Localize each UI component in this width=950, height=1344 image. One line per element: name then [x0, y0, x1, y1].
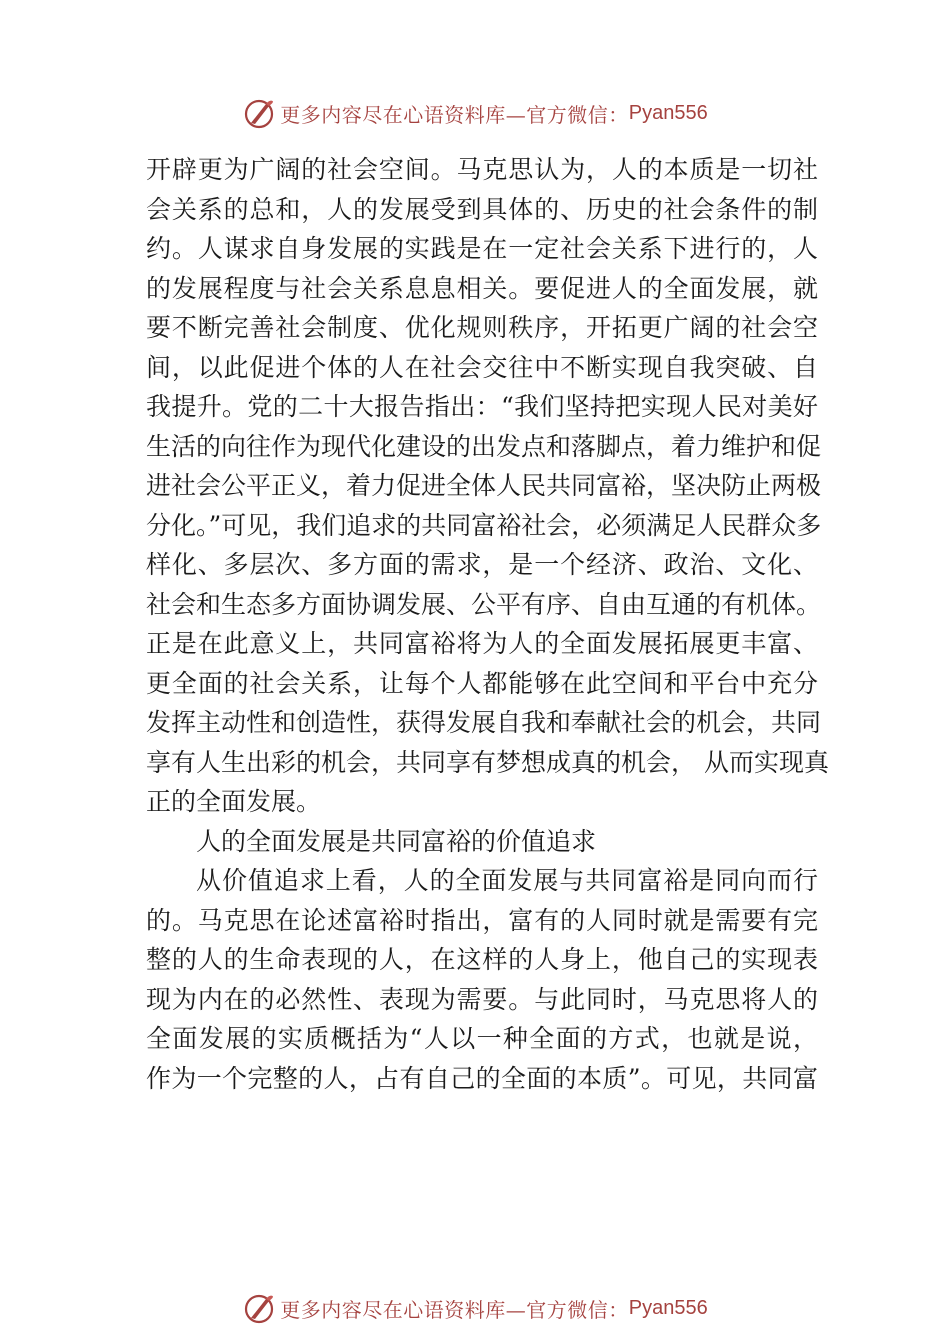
text-line: 分化。”可见，我们追求的共同富裕社会，必须满足人民群众多	[146, 510, 822, 540]
header-banner-text: 更多内容尽在心语资料库—官方微信：	[280, 102, 629, 127]
text-line: 的发展程度与社会关系息息相关。要促进人的全面发展，就	[146, 273, 818, 303]
text-line: 样化、多层次、多方面的需求，是一个经济、政治、文化、	[146, 550, 818, 579]
section-heading: 人的全面发展是共同富裕的价值追求	[196, 826, 597, 856]
header-wechat-id: Pyan556	[628, 101, 708, 124]
paragraph-1	[146, 150, 829, 822]
text-line: 作为一个完整的人，占有自己的全面的本质”。可见，共同富	[146, 1063, 818, 1093]
footer-wechat-id: Pyan556	[628, 1296, 708, 1319]
text-line: 会关系的总和，人的发展受到具体的、历史的社会条件的制	[146, 194, 818, 224]
text-line: 现为内在的必然性、表现为需要。与此同时，马克思将人的	[146, 984, 818, 1014]
text-line: 约。人谋求自身发展的实践是在一定社会关系下进行的，人	[146, 234, 818, 263]
text-line: 生活的向往作为现代化建设的出发点和落脚点，着力维护和促	[146, 431, 822, 461]
text-line: 进社会公平正义，着力促进全体人民共同富裕，坚决防止两极	[146, 471, 822, 500]
footer-banner-text: 更多内容尽在心语资料库—官方微信：	[280, 1297, 629, 1322]
text-line: 从价值追求上看，人的全面发展与共同富裕是同向而行	[196, 866, 818, 895]
text-line: 的。马克思在论述富裕时指出，富有的人同时就是需要有完	[146, 905, 818, 935]
quill-pen-circle-icon	[242, 96, 276, 130]
text-line: 整的人的生命表现的人，在这样的人身上，他自己的实现表	[146, 945, 818, 974]
text-line: 更全面的社会关系，让每个人都能够在此空间和平台中充分	[146, 668, 818, 698]
footer-banner	[0, 1288, 950, 1328]
text-line: 发挥主动性和创造性，获得发展自我和奉献社会的机会，共同	[146, 708, 822, 737]
text-line: 正是在此意义上，共同富裕将为人的全面发展拓展更丰富、	[146, 629, 818, 658]
text-line: 享有人生出彩的机会，共同享有梦想成真的机会， 从而实现真	[146, 747, 829, 777]
text-line: 间，以此促进个体的人在社会交往中不断实现自我突破、自	[146, 352, 818, 382]
text-line: 要不断完善社会制度、优化规则秩序，开拓更广阔的社会空	[146, 313, 818, 342]
header-banner	[0, 93, 950, 133]
text-line: 社会和生态多方面协调发展、公平有序、自由互通的有机体。	[146, 589, 822, 619]
text-line: 正的全面发展。	[146, 787, 322, 816]
paragraph-2	[146, 861, 818, 1098]
text-line: 全面发展的实质概括为“人以一种全面的方式，也就是说，	[146, 1024, 818, 1053]
text-line: 开辟更为广阔的社会空间。马克思认为，人的本质是一切社	[146, 155, 818, 184]
document-body	[146, 150, 829, 1098]
quill-pen-circle-icon	[242, 1291, 276, 1325]
text-line: 我提升。党的二十大报告指出：“我们坚持把实现人民对美好	[146, 392, 818, 421]
